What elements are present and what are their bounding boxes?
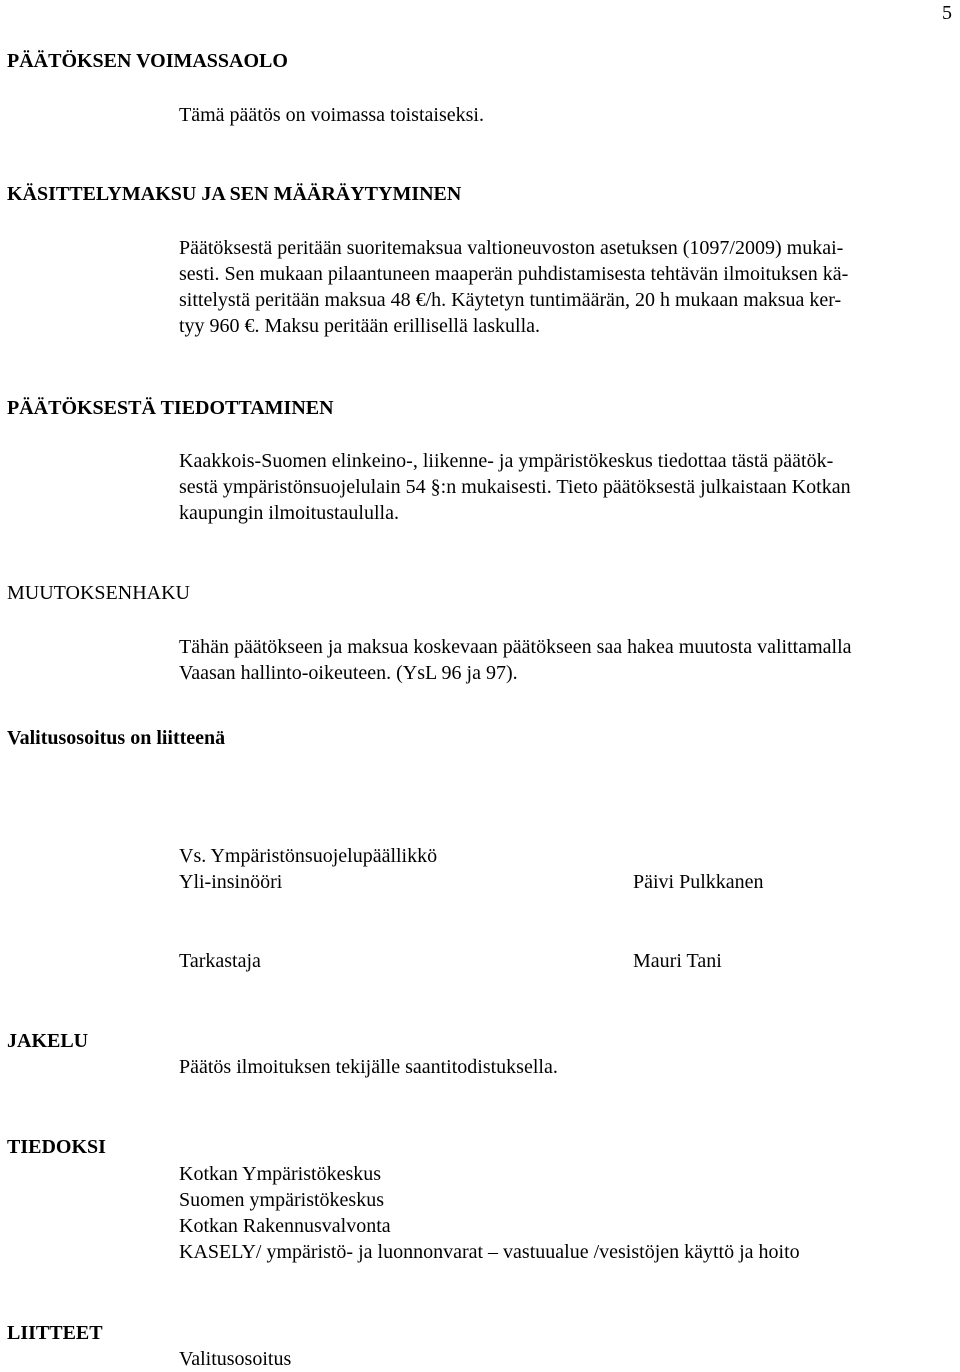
muutoksenhaku-paragraph [179,634,852,686]
paragraph-line: tyy 960 €. Maksu peritään erillisellä laskulla. [179,315,541,337]
list-item: Kotkan Rakennusvalvonta [179,1215,391,1237]
voimassaolo-text: Tämä päätös on voimassa toistaiseksi. [179,104,484,126]
heading-liitteet: LIITTEET [7,1322,103,1344]
paragraph-line: sesti. Sen mukaan pilaantuneen maaperän puhdistamisesta tehtävän ilmoituksen kä- [179,263,849,285]
reviewer-name: Mauri Tani [633,950,722,972]
liitteet-list [179,1346,291,1372]
signature-role-line: Yli-insinööri [179,871,283,893]
signature-role-line: Vs. Ympäristönsuojelupäällikkö [179,845,438,867]
heading-kasittelymaksu: KÄSITTELYMAKSU JA SEN MÄÄRÄYTYMINEN [7,183,462,205]
paragraph-line: kaupungin ilmoitustaululla. [179,502,399,524]
list-item: Suomen ympäristökeskus [179,1189,384,1211]
heading-tiedoksi: TIEDOKSI [7,1136,106,1158]
signer-name: Päivi Pulkkanen [633,871,764,893]
jakelu-text: Päätös ilmoituksen tekijälle saantitodistuksella. [179,1056,558,1078]
heading-tiedottaminen: PÄÄTÖKSESTÄ TIEDOTTAMINEN [7,397,334,419]
paragraph-line: sittelystä peritään maksua 48 €/h. Käytetyn tuntimäärän, 20 h mukaan maksua ker- [179,289,842,311]
heading-jakelu: JAKELU [7,1030,89,1052]
paragraph-line: Päätöksestä peritään suoritemaksua valtioneuvoston asetuksen (1097/2009) mukai- [179,237,844,259]
tiedottaminen-paragraph [179,448,851,526]
page-number: 5 [942,2,952,24]
tiedoksi-list [179,1161,800,1265]
paragraph-line: Tähän päätökseen ja maksua koskevaan päätökseen saa hakea muutosta valittamalla [179,636,852,658]
heading-valitusosoitus-note: Valitusosoitus on liitteenä [7,727,226,749]
signature-role-block [179,843,437,895]
paragraph-line: Kaakkois-Suomen elinkeino-, liikenne- ja ympäristökeskus tiedottaa tästä päätök- [179,450,834,472]
heading-voimassaolo: PÄÄTÖKSEN VOIMASSAOLO [7,50,288,72]
paragraph-line: sestä ympäristönsuojelulain 54 §:n mukaisesti. Tieto päätöksestä julkaistaan Kotkan [179,476,851,498]
kasittelymaksu-paragraph [179,235,848,339]
paragraph-line: Vaasan hallinto-oikeuteen. (YsL 96 ja 97). [179,662,518,684]
list-item: KASELY/ ympäristö- ja luonnonvarat – vastuualue /vesistöjen käyttö ja hoito [179,1241,800,1263]
heading-muutoksenhaku: MUUTOKSENHAKU [7,582,190,604]
reviewer-role: Tarkastaja [179,950,261,972]
list-item: Valitusosoitus [179,1348,292,1370]
list-item: Kotkan Ympäristökeskus [179,1163,382,1185]
